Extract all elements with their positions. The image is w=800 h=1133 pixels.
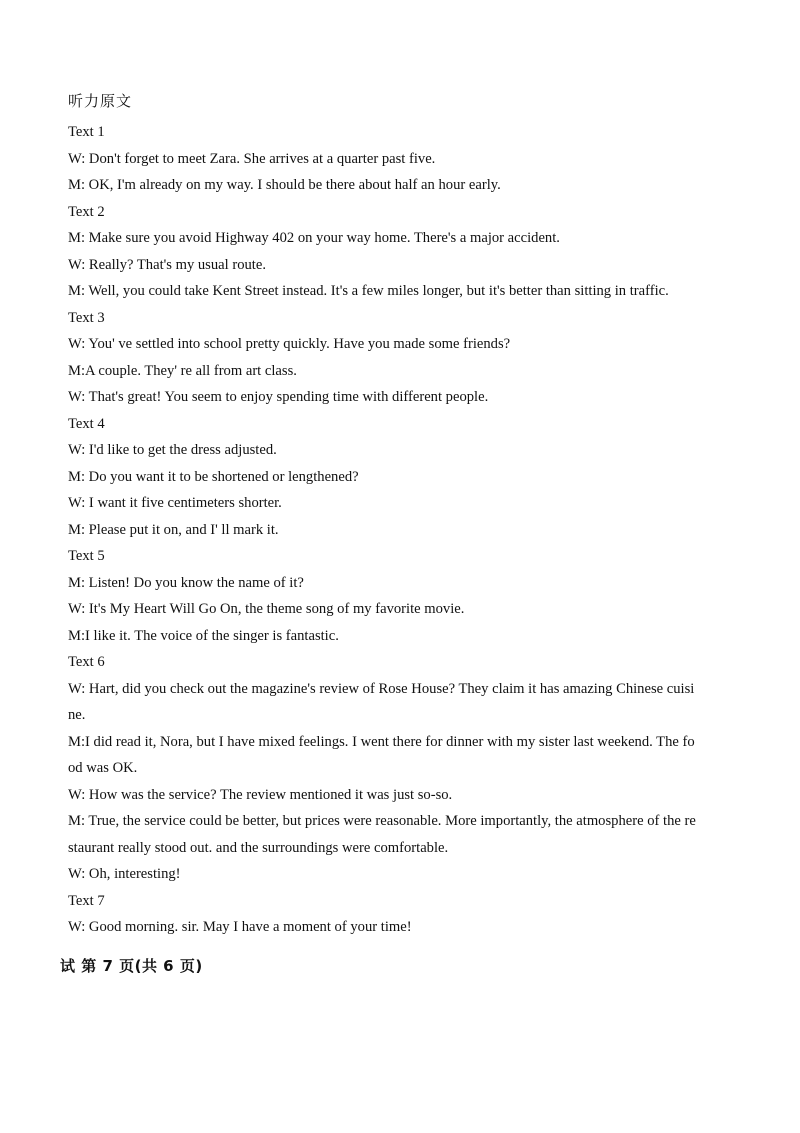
dialogue-line: W: Don't forget to meet Zara. She arrives at a quarter past five. xyxy=(68,150,436,167)
dialogue-line: W: That's great! You seem to enjoy spending time with different people. xyxy=(68,389,489,405)
dialogue-line: M:A couple. They' re all from art class. xyxy=(68,362,297,379)
page-footer: 试 第 7 页(共 6 页) xyxy=(60,957,203,975)
dialogue-line: staurant really stood out. and the surroundings were comfortable. xyxy=(68,839,449,856)
dialogue-line: M: True, the service could be better, but prices were reasonable. More importantly, the atmosphere of the re xyxy=(68,813,696,829)
text-5-title: Text 5 xyxy=(68,548,105,564)
dialogue-line: W: I want it five centimeters shorter. xyxy=(68,495,282,511)
dialogue-line: M: Do you want it to be shortened or lengthened? xyxy=(68,468,359,485)
dialogue-line: M: Make sure you avoid Highway 402 on your way home. There's a major accident. xyxy=(68,230,560,246)
dialogue-line: od was OK. xyxy=(68,760,138,776)
text-2-title: Text 2 xyxy=(68,203,105,220)
dialogue-line: M:I like it. The voice of the singer is fantastic. xyxy=(68,627,339,644)
dialogue-line: ne. xyxy=(68,707,86,723)
text-4-title: Text 4 xyxy=(68,415,105,432)
dialogue-line: M: Well, you could take Kent Street instead. It's a few miles longer, but it's better than sitting in traffic. xyxy=(68,283,669,299)
dialogue-line: W: It's My Heart Will Go On, the theme song of my favorite movie. xyxy=(68,601,465,617)
dialogue-line: W: Good morning. sir. May I have a moment of your time! xyxy=(68,919,412,935)
dialogue-line: M: OK, I'm already on my way. I should be there about half an hour early. xyxy=(68,177,501,193)
text-3-title: Text 3 xyxy=(68,309,105,326)
dialogue-line: W: I'd like to get the dress adjusted. xyxy=(68,442,277,458)
text-1-title: Text 1 xyxy=(68,124,105,140)
dialogue-line: M: Listen! Do you know the name of it? xyxy=(68,574,304,591)
dialogue-line: M:I did read it, Nora, but I have mixed feelings. I went there for dinner with my sister last weekend. The fo xyxy=(68,733,695,750)
page-heading: 听力原文 xyxy=(68,92,133,110)
dialogue-line: W: Hart, did you check out the magazine's review of Rose House? They claim it has amazing Chinese cuisi xyxy=(68,680,695,697)
text-6-title: Text 6 xyxy=(68,654,105,670)
dialogue-line: W: Really? That's my usual route. xyxy=(68,256,266,273)
text-7-title: Text 7 xyxy=(68,892,105,909)
dialogue-line: W: Oh, interesting! xyxy=(68,866,181,882)
dialogue-line: W: You' ve settled into school pretty quickly. Have you made some friends? xyxy=(68,336,511,352)
dialogue-line: W: How was the service? The review mentioned it was just so-so. xyxy=(68,786,453,803)
transcript xyxy=(68,119,758,941)
dialogue-line: M: Please put it on, and I' ll mark it. xyxy=(68,521,279,538)
